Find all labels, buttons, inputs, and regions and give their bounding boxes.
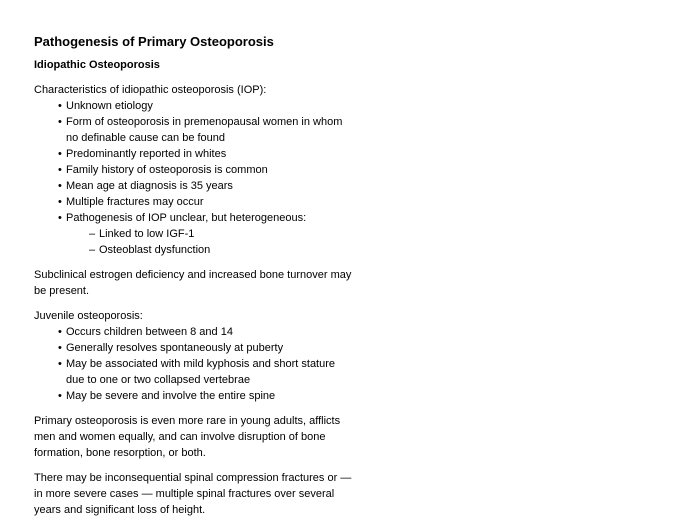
young-adults-paragraph: Primary osteoporosis is even more rare in young adults, afflicts men and women equally, and can involve disruption of bone formation, bone resorption, or both. — [34, 415, 341, 459]
sublist-item: – Osteoblast dysfunction — [89, 242, 354, 258]
list-item: • Form of osteoporosis in premenopausal women in whom no definable cause can be found — [58, 114, 354, 146]
iop-pathogenesis-sublist — [66, 226, 354, 258]
list-item: • Generally resolves spontaneously at puberty — [58, 340, 354, 356]
iop-intro: Characteristics of idiopathic osteoporosis (IOP): — [34, 84, 267, 96]
list-item: • Family history of osteoporosis is common — [58, 162, 354, 178]
estrogen-paragraph: Subclinical estrogen deficiency and increased bone turnover may be present. — [34, 269, 352, 297]
list-item: • May be associated with mild kyphosis and short stature due to one or two collapsed vertebrae — [58, 356, 354, 388]
sublist-item: – Linked to low IGF-1 — [89, 226, 354, 242]
juvenile-list — [34, 324, 354, 404]
list-item: • Mean age at diagnosis is 35 years — [58, 178, 354, 194]
juvenile-intro: Juvenile osteoporosis: — [34, 310, 143, 322]
section-heading: Idiopathic Osteoporosis — [34, 59, 160, 71]
list-item: • Unknown etiology — [58, 98, 354, 114]
list-item-with-subitems — [58, 210, 354, 258]
document-page — [34, 34, 354, 518]
fractures-paragraph: There may be inconsequential spinal compression fractures or — in more severe cases — multiple spinal fractures over several years and significant loss of height. — [34, 472, 352, 516]
list-item-text: Pathogenesis of IOP unclear, but heterogeneous: — [66, 212, 307, 224]
list-item: • May be severe and involve the entire spine — [58, 388, 354, 404]
iop-characteristics-list — [34, 98, 354, 258]
list-item: • Multiple fractures may occur — [58, 194, 354, 210]
list-item: • Predominantly reported in whites — [58, 146, 354, 162]
list-item: • Occurs children between 8 and 14 — [58, 324, 354, 340]
page-title: Pathogenesis of Primary Osteoporosis — [34, 34, 274, 49]
